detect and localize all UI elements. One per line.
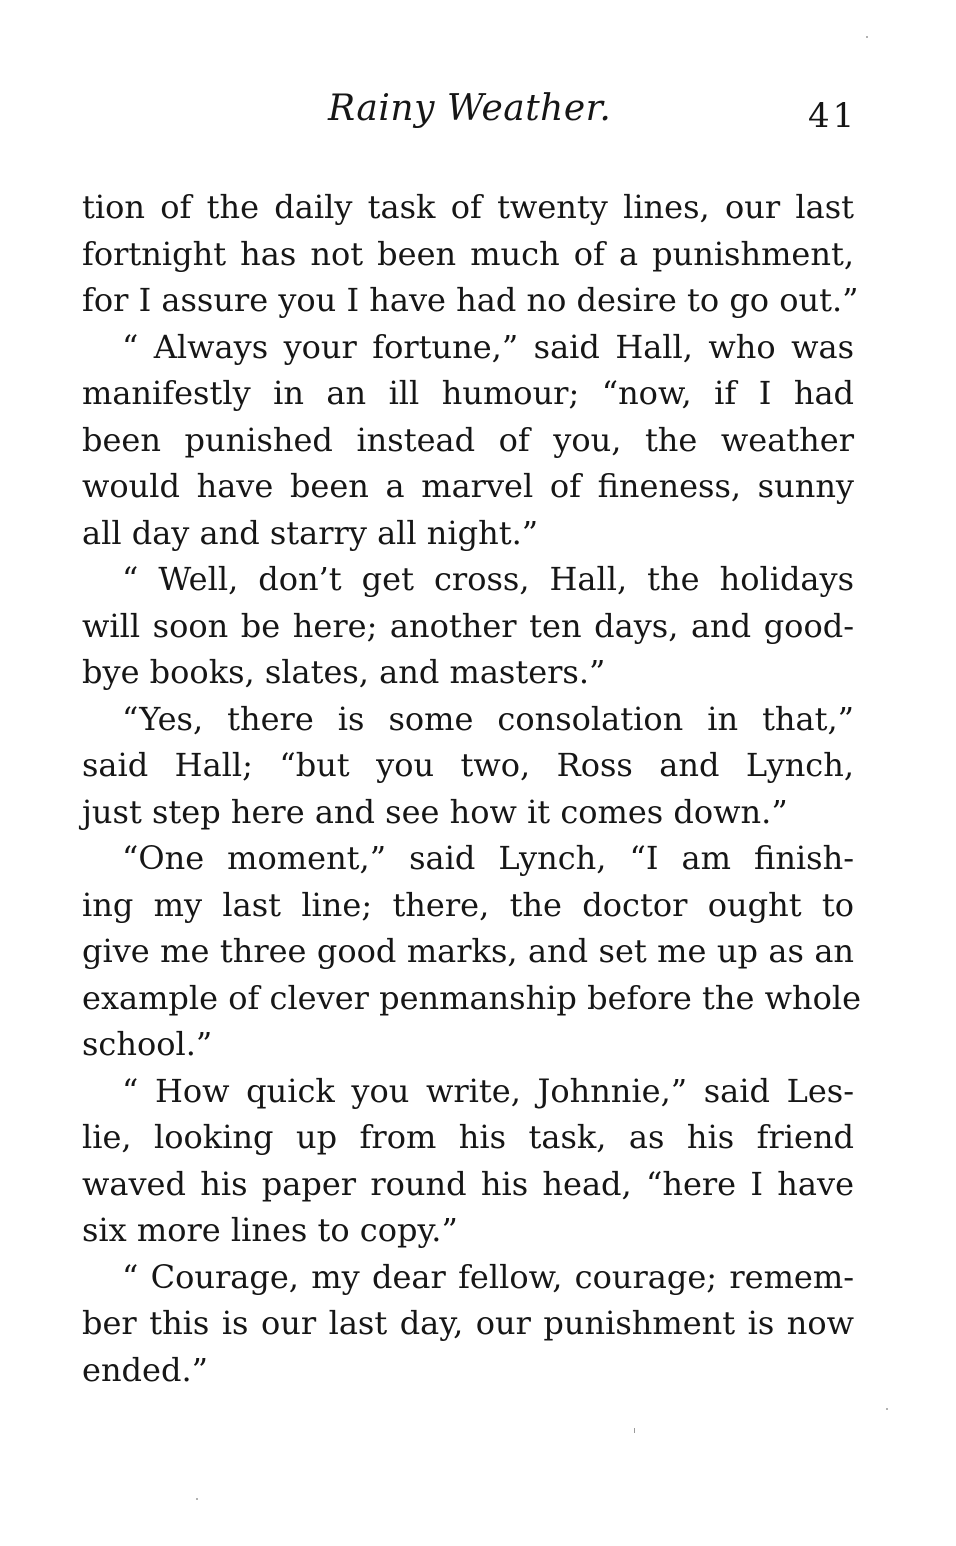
text-line: “One moment,” said Lynch, “I am finish- xyxy=(122,839,854,877)
text-line: will soon be here; another ten days, and good- xyxy=(82,606,854,645)
text-line: six more lines to copy.” xyxy=(82,1211,458,1249)
text-line: school.” xyxy=(82,1025,213,1063)
text-line: would have been a marvel of fineness, sunny xyxy=(82,467,854,505)
paper-speck xyxy=(866,36,868,38)
text-line: give me three good marks, and set me up as an xyxy=(82,932,854,970)
paper-speck xyxy=(634,1428,635,1433)
text-line: “ Well, don’t get cross, Hall, the holidays xyxy=(122,560,854,598)
text-line: waved his paper round his head, “here I have xyxy=(82,1164,854,1203)
text-line: for I assure you I have had no desire to go out.” xyxy=(82,281,859,319)
body-text xyxy=(82,184,862,1393)
text-line: said Hall; “but you two, Ross and Lynch, xyxy=(82,746,854,784)
paper-speck xyxy=(886,1408,888,1410)
text-line: been punished instead of you, the weather xyxy=(82,420,854,459)
text-line: ing my last line; there, the doctor ought to xyxy=(82,885,854,924)
text-line: fortnight has not been much of a punishment, xyxy=(82,234,854,273)
text-line: tion of the daily task of twenty lines, our last xyxy=(82,188,854,226)
text-line: “ How quick you write, Johnnie,” said Les- xyxy=(122,1071,854,1110)
text-line: all day and starry all night.” xyxy=(82,513,539,552)
text-line: ber this is our last day, our punishment is now xyxy=(82,1304,854,1342)
text-line: manifestly in an ill humour; “now, if I had xyxy=(82,374,854,412)
text-line: “ Courage, my dear fellow, courage; remem- xyxy=(122,1257,854,1296)
text-line: “ Always your fortune,” said Hall, who was xyxy=(122,327,854,366)
text-line: lie, looking up from his task, as his friend xyxy=(82,1118,854,1156)
page-number: 41 xyxy=(808,96,858,136)
paper-speck xyxy=(196,1498,198,1500)
text-line: example of clever penmanship before the whole xyxy=(82,978,862,1017)
running-title: Rainy Weather. xyxy=(328,88,612,129)
text-line: bye books, slates, and masters.” xyxy=(82,653,606,691)
text-line: just step here and see how it comes down.” xyxy=(82,792,788,831)
text-line: “Yes, there is some consolation in that,” xyxy=(122,699,854,738)
running-head xyxy=(0,88,956,148)
text-line: ended.” xyxy=(82,1350,208,1389)
